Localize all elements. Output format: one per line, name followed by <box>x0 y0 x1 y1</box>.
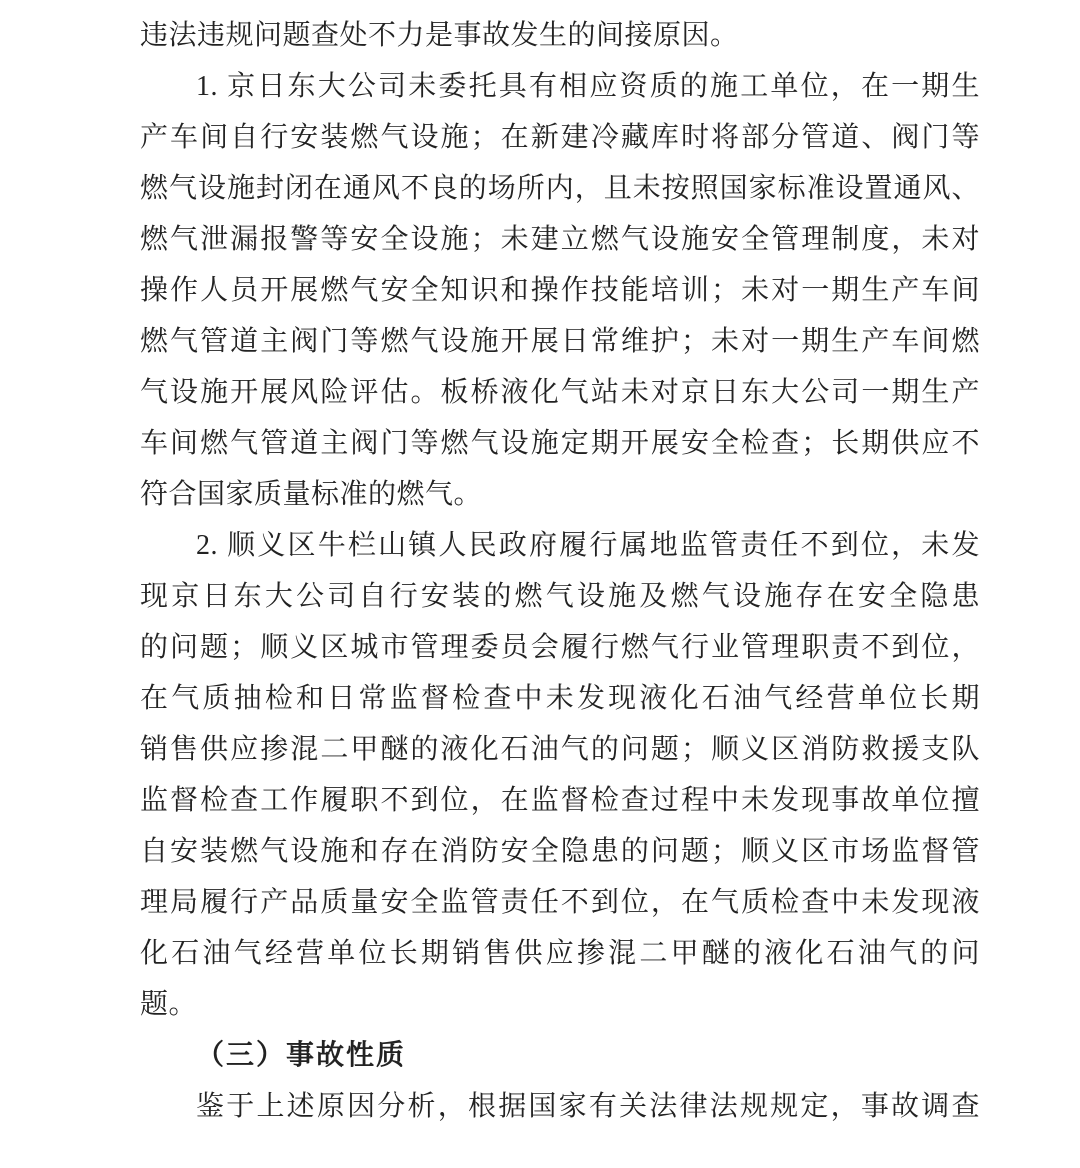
document-line: 车间燃气管道主阀门等燃气设施定期开展安全检查；长期供应不 <box>140 428 980 459</box>
document-line: 鉴于上述原因分析，根据国家有关法律法规规定，事故调查 <box>196 1091 980 1122</box>
document-line: 燃气泄漏报警等安全设施；未建立燃气设施安全管理制度，未对 <box>140 224 980 255</box>
document-line: 产车间自行安装燃气设施；在新建冷藏库时将部分管道、阀门等 <box>140 122 980 153</box>
document-line: 的问题；顺义区城市管理委员会履行燃气行业管理职责不到位， <box>140 632 980 663</box>
document-line: 题。 <box>140 989 198 1020</box>
document-line: 操作人员开展燃气安全知识和操作技能培训；未对一期生产车间 <box>140 275 980 306</box>
document-line: 1. 京日东大公司未委托具有相应资质的施工单位，在一期生 <box>196 71 980 102</box>
document-line: 气设施开展风险评估。板桥液化气站未对京日东大公司一期生产 <box>140 377 980 408</box>
document-line: 2. 顺义区牛栏山镇人民政府履行属地监管责任不到位，未发 <box>196 530 980 561</box>
document-line: 燃气管道主阀门等燃气设施开展日常维护；未对一期生产车间燃 <box>140 326 980 357</box>
document-line: 理局履行产品质量安全监管责任不到位，在气质检查中未发现液 <box>140 887 980 918</box>
document-line: 燃气设施封闭在通风不良的场所内，且未按照国家标准设置通风、 <box>140 173 980 204</box>
document-line: 符合国家质量标准的燃气。 <box>140 479 483 510</box>
document-line: 销售供应掺混二甲醚的液化石油气的问题；顺义区消防救援支队 <box>140 734 980 765</box>
document-line: 现京日东大公司自行安装的燃气设施及燃气设施存在安全隐患 <box>140 581 980 612</box>
document-line: 监督检查工作履职不到位，在监督检查过程中未发现事故单位擅 <box>140 785 980 816</box>
document-line: 自安装燃气设施和存在消防安全隐患的问题；顺义区市场监督管 <box>140 836 980 867</box>
document-content <box>140 10 980 1132</box>
document-line: 违法违规问题查处不力是事故发生的间接原因。 <box>140 20 739 51</box>
section-heading: （三）事故性质 <box>196 1040 407 1071</box>
document-line: 在气质抽检和日常监督检查中未发现液化石油气经营单位长期 <box>140 683 980 714</box>
document-line: 化石油气经营单位长期销售供应掺混二甲醚的液化石油气的问 <box>140 938 980 969</box>
